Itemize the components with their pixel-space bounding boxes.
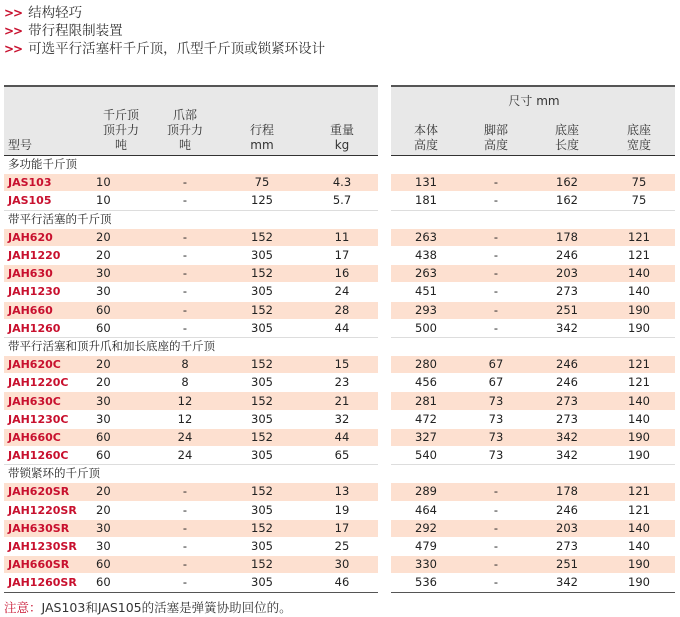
- table-row: [4, 246, 378, 264]
- table-row: [391, 174, 675, 192]
- toe-height-cell: -: [461, 483, 531, 501]
- stroke-cell: 305: [218, 574, 306, 592]
- toe-height-cell: -: [461, 246, 531, 264]
- model-cell: JAH620C: [4, 356, 90, 374]
- table-row: [4, 428, 378, 446]
- spec-table-left: [4, 85, 378, 593]
- body-height-cell: 131: [391, 174, 461, 192]
- section-spacer: [391, 337, 675, 355]
- weight-cell: 16: [306, 265, 378, 283]
- table-row: [391, 374, 675, 392]
- table-row: [4, 192, 378, 210]
- bullet-marker: >>: [4, 42, 23, 56]
- capacity-cell: 30: [90, 519, 152, 537]
- model-cell: JAH660C: [4, 428, 90, 446]
- section-title: 带锁紧环的千斤顶: [4, 465, 378, 483]
- stroke-cell: 305: [218, 501, 306, 519]
- base-width-cell: 190: [603, 319, 675, 337]
- section-title: 多功能千斤顶: [4, 156, 378, 174]
- body-height-cell: 464: [391, 501, 461, 519]
- stroke-cell: 125: [218, 192, 306, 210]
- model-cell: JAH630C: [4, 392, 90, 410]
- feature-item: [4, 22, 325, 40]
- capacity-cell: 30: [90, 537, 152, 555]
- body-height-cell: 472: [391, 410, 461, 428]
- footnote-label: 注意：: [4, 600, 42, 615]
- weight-cell: 44: [306, 428, 378, 446]
- base-length-cell: 342: [531, 574, 603, 592]
- weight-cell: 15: [306, 356, 378, 374]
- header-weight: 重量 kg: [306, 87, 378, 156]
- toe-height-cell: 67: [461, 374, 531, 392]
- capacity-cell: 30: [90, 283, 152, 301]
- table-row: [391, 483, 675, 501]
- table-row: [4, 519, 378, 537]
- base-length-cell: 246: [531, 246, 603, 264]
- section-header: [4, 337, 378, 355]
- table-row: [4, 537, 378, 555]
- base-width-cell: 121: [603, 374, 675, 392]
- toe-capacity-cell: -: [152, 501, 218, 519]
- model-cell: JAH620SR: [4, 483, 90, 501]
- toe-height-cell: -: [461, 174, 531, 192]
- model-cell: JAH1230C: [4, 410, 90, 428]
- table-row: [4, 410, 378, 428]
- base-width-cell: 190: [603, 301, 675, 319]
- body-height-cell: 536: [391, 574, 461, 592]
- section-spacer: [391, 210, 675, 228]
- toe-capacity-cell: -: [152, 283, 218, 301]
- weight-cell: 4.3: [306, 174, 378, 192]
- table-row: [4, 374, 378, 392]
- weight-cell: 17: [306, 246, 378, 264]
- toe-height-cell: -: [461, 537, 531, 555]
- capacity-cell: 60: [90, 447, 152, 465]
- toe-capacity-cell: -: [152, 556, 218, 574]
- table-row: [4, 501, 378, 519]
- base-length-cell: 251: [531, 301, 603, 319]
- base-width-cell: 75: [603, 192, 675, 210]
- section-spacer: [391, 156, 675, 174]
- toe-capacity-cell: -: [152, 228, 218, 246]
- weight-cell: 32: [306, 410, 378, 428]
- table-row: [4, 483, 378, 501]
- section-header: [4, 465, 378, 483]
- toe-capacity-cell: -: [152, 537, 218, 555]
- base-length-cell: 246: [531, 374, 603, 392]
- stroke-cell: 152: [218, 356, 306, 374]
- section-spacer: [391, 465, 675, 483]
- base-length-cell: 273: [531, 392, 603, 410]
- table-row: [391, 556, 675, 574]
- base-length-cell: 203: [531, 519, 603, 537]
- toe-height-cell: -: [461, 192, 531, 210]
- weight-cell: 23: [306, 374, 378, 392]
- feature-item: [4, 4, 325, 22]
- stroke-cell: 152: [218, 483, 306, 501]
- feature-text: 结构轻巧: [28, 5, 83, 21]
- capacity-cell: 10: [90, 192, 152, 210]
- table-row: [4, 556, 378, 574]
- model-cell: JAH660: [4, 301, 90, 319]
- stroke-cell: 152: [218, 228, 306, 246]
- stroke-cell: 152: [218, 556, 306, 574]
- feature-list: [4, 4, 325, 58]
- model-cell: JAH1260SR: [4, 574, 90, 592]
- table-row: [391, 428, 675, 446]
- base-width-cell: 121: [603, 483, 675, 501]
- section-spacer-cell: [391, 337, 675, 355]
- base-length-cell: 342: [531, 447, 603, 465]
- weight-cell: 44: [306, 319, 378, 337]
- table-row: [4, 447, 378, 465]
- toe-height-cell: -: [461, 283, 531, 301]
- capacity-cell: 60: [90, 301, 152, 319]
- base-length-cell: 203: [531, 265, 603, 283]
- stroke-cell: 305: [218, 447, 306, 465]
- capacity-cell: 20: [90, 246, 152, 264]
- table-row: [4, 174, 378, 192]
- toe-capacity-cell: 12: [152, 410, 218, 428]
- weight-cell: 30: [306, 556, 378, 574]
- header-toe-capacity: 爪部 顶升力 吨: [152, 87, 218, 156]
- feature-text: 可选平行活塞杆千斤顶，爪型千斤顶或锁紧环设计: [28, 41, 326, 57]
- toe-height-cell: -: [461, 301, 531, 319]
- base-width-cell: 190: [603, 428, 675, 446]
- stroke-cell: 152: [218, 519, 306, 537]
- section-spacer-cell: [391, 210, 675, 228]
- table-row: [4, 356, 378, 374]
- weight-cell: 24: [306, 283, 378, 301]
- table-row: [391, 519, 675, 537]
- model-cell: JAH620: [4, 228, 90, 246]
- stroke-cell: 152: [218, 265, 306, 283]
- model-cell: JAH1220: [4, 246, 90, 264]
- base-length-cell: 273: [531, 410, 603, 428]
- table-row: [4, 228, 378, 246]
- table-row: [391, 574, 675, 592]
- capacity-cell: 60: [90, 574, 152, 592]
- body-height-cell: 280: [391, 356, 461, 374]
- base-width-cell: 140: [603, 519, 675, 537]
- toe-capacity-cell: -: [152, 574, 218, 592]
- body-height-cell: 451: [391, 283, 461, 301]
- base-length-cell: 162: [531, 192, 603, 210]
- table-row: [4, 301, 378, 319]
- table-row: [391, 301, 675, 319]
- table-row: [391, 447, 675, 465]
- weight-cell: 25: [306, 537, 378, 555]
- weight-cell: 17: [306, 519, 378, 537]
- toe-capacity-cell: -: [152, 519, 218, 537]
- model-cell: JAH630SR: [4, 519, 90, 537]
- weight-cell: 28: [306, 301, 378, 319]
- weight-cell: 11: [306, 228, 378, 246]
- body-height-cell: 456: [391, 374, 461, 392]
- dimensions-group-label: 尺寸 mm: [508, 94, 560, 108]
- capacity-cell: 20: [90, 501, 152, 519]
- base-width-cell: 140: [603, 410, 675, 428]
- capacity-cell: 60: [90, 319, 152, 337]
- body-height-cell: 438: [391, 246, 461, 264]
- base-length-cell: 178: [531, 483, 603, 501]
- capacity-cell: 30: [90, 265, 152, 283]
- feature-text: 带行程限制装置: [28, 23, 123, 39]
- bullet-marker: >>: [4, 24, 23, 38]
- body-height-cell: 479: [391, 537, 461, 555]
- body-height-cell: 500: [391, 319, 461, 337]
- base-length-cell: 342: [531, 319, 603, 337]
- footnote-text: JAS103和JAS105的活塞是弹簧协助回位的。: [41, 600, 292, 615]
- base-width-cell: 140: [603, 392, 675, 410]
- model-cell: JAH1220SR: [4, 501, 90, 519]
- feature-item: [4, 40, 325, 58]
- toe-height-cell: 73: [461, 428, 531, 446]
- table-row: [4, 392, 378, 410]
- toe-capacity-cell: -: [152, 192, 218, 210]
- base-width-cell: 140: [603, 283, 675, 301]
- body-height-cell: 263: [391, 228, 461, 246]
- model-cell: JAH1260: [4, 319, 90, 337]
- capacity-cell: 60: [90, 428, 152, 446]
- toe-capacity-cell: 24: [152, 428, 218, 446]
- table-row: [391, 410, 675, 428]
- header-base-width: 底座 宽度: [603, 87, 675, 156]
- body-height-cell: 281: [391, 392, 461, 410]
- base-width-cell: 121: [603, 246, 675, 264]
- toe-height-cell: 73: [461, 410, 531, 428]
- table-row: [4, 319, 378, 337]
- base-width-cell: 140: [603, 265, 675, 283]
- model-cell: JAH1230SR: [4, 537, 90, 555]
- header-capacity: 千斤顶 顶升力 吨: [90, 87, 152, 156]
- table-row: [391, 265, 675, 283]
- toe-height-cell: -: [461, 574, 531, 592]
- bullet-marker: >>: [4, 6, 23, 20]
- toe-capacity-cell: -: [152, 301, 218, 319]
- model-cell: JAH630: [4, 265, 90, 283]
- base-length-cell: 342: [531, 428, 603, 446]
- section-spacer-cell: [391, 156, 675, 174]
- toe-capacity-cell: -: [152, 246, 218, 264]
- header-toe-height: 脚部 高度: [461, 87, 531, 156]
- base-length-cell: 273: [531, 283, 603, 301]
- body-height-cell: 330: [391, 556, 461, 574]
- capacity-cell: 30: [90, 410, 152, 428]
- stroke-cell: 152: [218, 428, 306, 446]
- toe-height-cell: -: [461, 556, 531, 574]
- toe-capacity-cell: -: [152, 265, 218, 283]
- toe-capacity-cell: 12: [152, 392, 218, 410]
- toe-capacity-cell: -: [152, 483, 218, 501]
- section-title: 带平行活塞和顶升爪和加长底座的千斤顶: [4, 337, 378, 355]
- stroke-cell: 305: [218, 374, 306, 392]
- toe-height-cell: -: [461, 519, 531, 537]
- capacity-cell: 20: [90, 228, 152, 246]
- stroke-cell: 305: [218, 319, 306, 337]
- table-row: [4, 574, 378, 592]
- model-cell: JAH1220C: [4, 374, 90, 392]
- model-cell: JAH1230: [4, 283, 90, 301]
- model-cell: JAH1260C: [4, 447, 90, 465]
- base-length-cell: 178: [531, 228, 603, 246]
- base-length-cell: 246: [531, 501, 603, 519]
- body-height-cell: 292: [391, 519, 461, 537]
- section-title: 带平行活塞的千斤顶: [4, 210, 378, 228]
- stroke-cell: 305: [218, 283, 306, 301]
- toe-height-cell: 73: [461, 447, 531, 465]
- base-width-cell: 121: [603, 356, 675, 374]
- toe-height-cell: -: [461, 501, 531, 519]
- body-height-cell: 181: [391, 192, 461, 210]
- capacity-cell: 20: [90, 374, 152, 392]
- stroke-cell: 305: [218, 246, 306, 264]
- body-height-cell: 263: [391, 265, 461, 283]
- toe-capacity-cell: 24: [152, 447, 218, 465]
- weight-cell: 5.7: [306, 192, 378, 210]
- table-row: [391, 356, 675, 374]
- capacity-cell: 10: [90, 174, 152, 192]
- base-width-cell: 75: [603, 174, 675, 192]
- section-spacer-cell: [391, 465, 675, 483]
- footnote: [4, 598, 292, 616]
- spec-table-right: [391, 85, 675, 593]
- toe-height-cell: -: [461, 228, 531, 246]
- model-cell: JAH660SR: [4, 556, 90, 574]
- stroke-cell: 75: [218, 174, 306, 192]
- base-length-cell: 162: [531, 174, 603, 192]
- table-row: [391, 537, 675, 555]
- toe-height-cell: 67: [461, 356, 531, 374]
- base-length-cell: 251: [531, 556, 603, 574]
- body-height-cell: 289: [391, 483, 461, 501]
- stroke-cell: 305: [218, 410, 306, 428]
- stroke-cell: 305: [218, 537, 306, 555]
- weight-cell: 19: [306, 501, 378, 519]
- body-height-cell: 327: [391, 428, 461, 446]
- body-height-cell: 540: [391, 447, 461, 465]
- model-cell: JAS105: [4, 192, 90, 210]
- model-cell: JAS103: [4, 174, 90, 192]
- base-width-cell: 121: [603, 501, 675, 519]
- stroke-cell: 152: [218, 301, 306, 319]
- header-base-length: 底座 长度: [531, 87, 603, 156]
- base-width-cell: 190: [603, 447, 675, 465]
- table-row: [4, 283, 378, 301]
- section-header: [4, 156, 378, 174]
- weight-cell: 21: [306, 392, 378, 410]
- toe-height-cell: -: [461, 319, 531, 337]
- capacity-cell: 30: [90, 392, 152, 410]
- base-width-cell: 190: [603, 556, 675, 574]
- table-row: [391, 283, 675, 301]
- capacity-cell: 20: [90, 483, 152, 501]
- capacity-cell: 20: [90, 356, 152, 374]
- stroke-cell: 152: [218, 392, 306, 410]
- toe-capacity-cell: 8: [152, 356, 218, 374]
- base-width-cell: 140: [603, 537, 675, 555]
- body-height-cell: 293: [391, 301, 461, 319]
- base-length-cell: 273: [531, 537, 603, 555]
- weight-cell: 46: [306, 574, 378, 592]
- table-row: [391, 319, 675, 337]
- header-model: 型号: [4, 87, 90, 156]
- toe-capacity-cell: -: [152, 174, 218, 192]
- table-row: [4, 265, 378, 283]
- header-stroke: 行程 mm: [218, 87, 306, 156]
- base-width-cell: 190: [603, 574, 675, 592]
- base-width-cell: 121: [603, 228, 675, 246]
- table-row: [391, 501, 675, 519]
- toe-capacity-cell: 8: [152, 374, 218, 392]
- weight-cell: 65: [306, 447, 378, 465]
- toe-height-cell: -: [461, 265, 531, 283]
- capacity-cell: 60: [90, 556, 152, 574]
- section-header: [4, 210, 378, 228]
- table-row: [391, 392, 675, 410]
- table-row: [391, 246, 675, 264]
- toe-capacity-cell: -: [152, 319, 218, 337]
- table-row: [391, 192, 675, 210]
- table-row: [391, 228, 675, 246]
- weight-cell: 13: [306, 483, 378, 501]
- header-body-height: 本体 高度: [391, 87, 461, 156]
- base-length-cell: 246: [531, 356, 603, 374]
- toe-height-cell: 73: [461, 392, 531, 410]
